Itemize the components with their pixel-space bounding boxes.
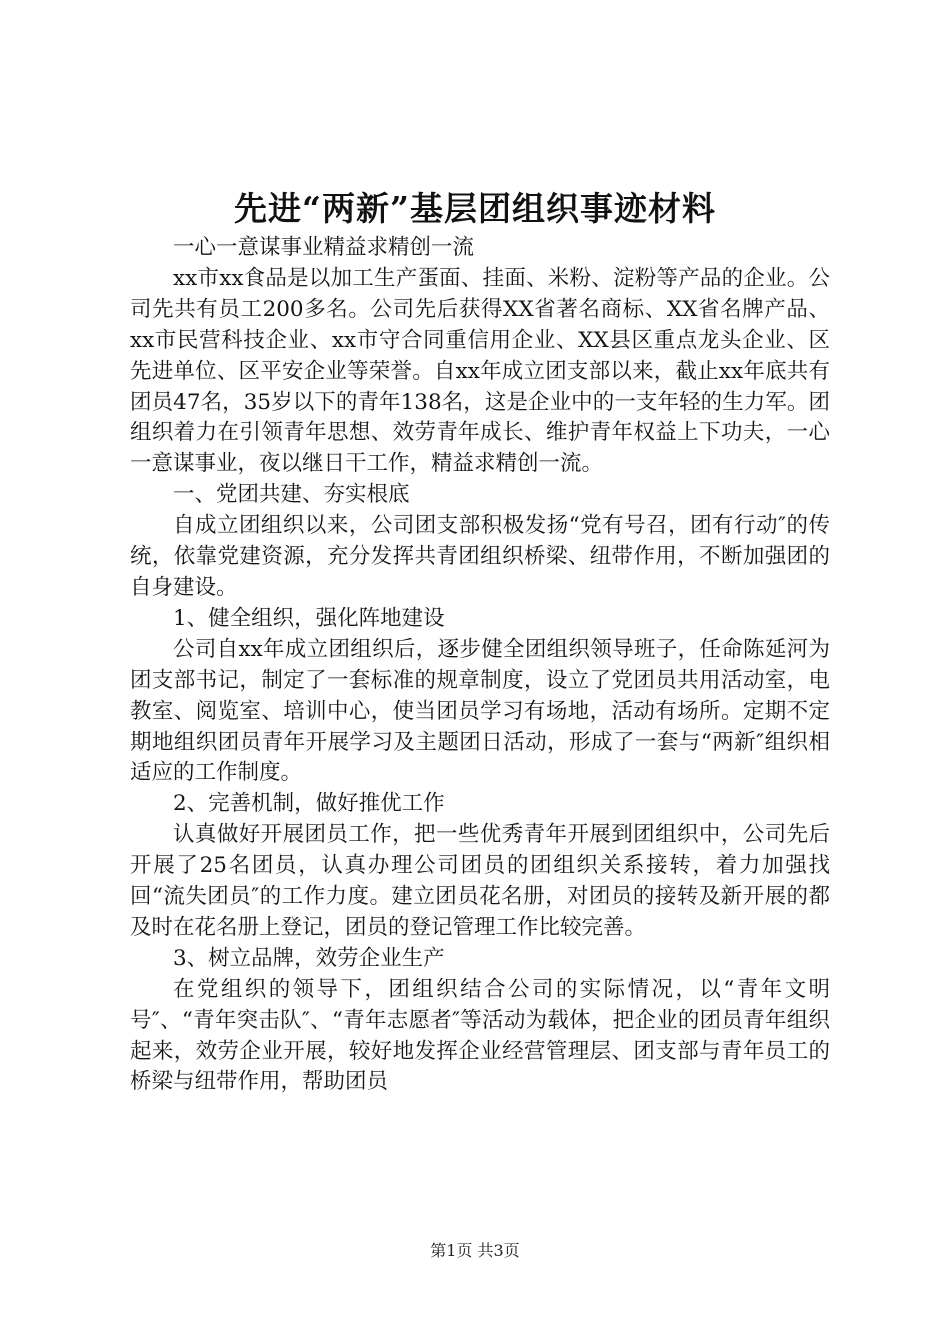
subsection-heading: 1、健全组织，强化阵地建设 [173, 605, 445, 631]
subtitle-paragraph: 一心一意谋事业精益求精创一流 [173, 235, 475, 260]
subsection-heading: 3、树立品牌，效劳企业生产 [173, 945, 445, 971]
body-paragraph: 认真做好开展团员工作，把一些优秀青年开展到团组织中，公司先后开展了25名团员，认真办理公司团员的团组织关系接转，着力加强找回“流失团员″的工作力度。建立团员花名册，对团员的接转及新开展的都及时在花名册上登记，团员的登记管理工作比较完善。 [130, 822, 830, 940]
document-title: 先进“两新”基层团组织事迹材料 [234, 189, 716, 228]
body-paragraph: 公司自xx年成立团组织后，逐步健全团组织领导班子，任命陈延河为团支部书记，制定了一套标准的规章制度，设立了党团员共用活动室，电教室、阅览室、培训中心，使当团员学习有场地，活动有场所。定期不定期地组织团员青年开展学习及主题团日活动，形成了一套与“两新″组织相适应的工作制度。 [130, 636, 830, 786]
document-body [130, 233, 830, 1098]
body-paragraph: xx市xx食品是以加工生产蛋面、挂面、米粉、淀粉等产品的企业。公司先共有员工200多名。公司先后获得XX省著名商标、XX省名牌产品、xx市民营科技企业、xx市守合同重信用企业、XX县区重点龙头企业、区先进单位、区平安企业等荣誉。自xx年成立团支部以来，截止xx年底共有团员47名，35岁以下的青年138名，这是企业中的一支年轻的生力军。团组织着力在引领青年思想、效劳青年成长、维护青年权益上下功夫，一心一意谋事业，夜以继日干工作，精益求精创一流。 [130, 265, 830, 477]
section-heading: 一、党团共建、夯实根底 [173, 482, 410, 508]
subsection-heading: 2、完善机制，做好推优工作 [173, 791, 445, 817]
body-paragraph: 自成立团组织以来，公司团支部积极发扬“党有号召，团有行动″的传统，依靠党建资源，充分发挥共青团组织桥梁、纽带作用，不断加强团的自身建设。 [130, 513, 830, 600]
page-footer: 第1页 共3页 [430, 1241, 520, 1260]
body-paragraph: 在党组织的领导下，团组织结合公司的实际情况，以“青年文明号″、“青年突击队″、“青年志愿者″等活动为载体，把企业的团员青年组织起来，效劳企业开展，较好地发挥企业经营管理层、团支部与青年员工的桥梁与纽带作用，帮助团员 [130, 976, 830, 1095]
